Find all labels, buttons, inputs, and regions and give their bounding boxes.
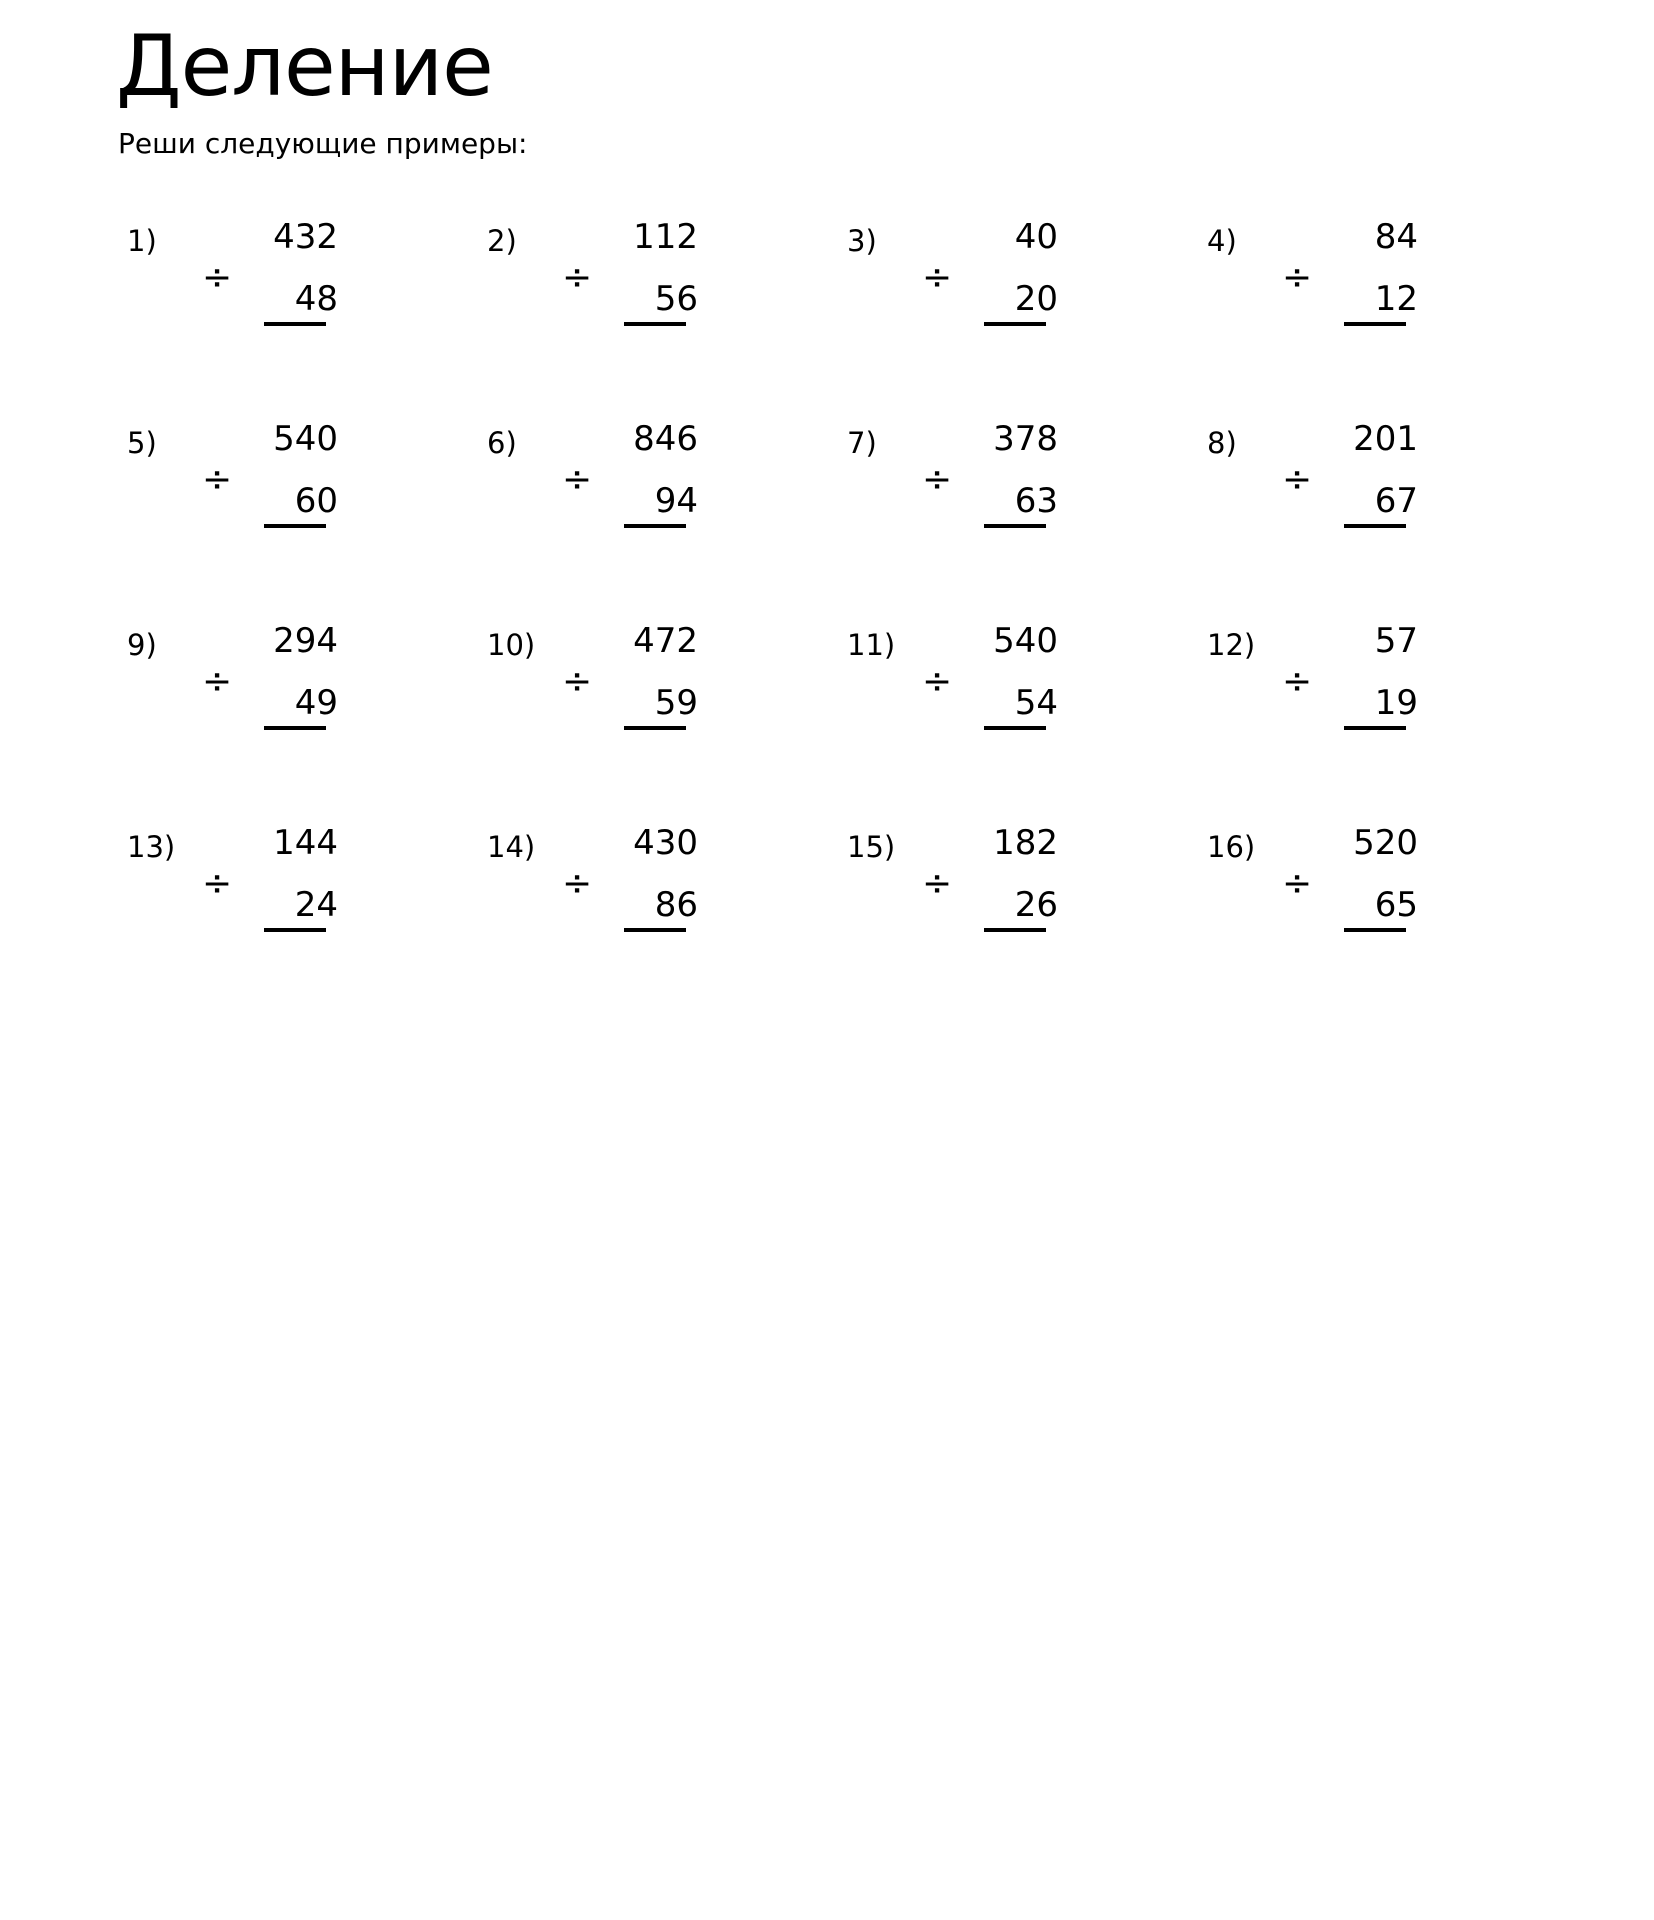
division-sign: ÷ — [202, 459, 233, 500]
dividend: 40 — [1014, 217, 1058, 257]
problem-6 — [478, 408, 798, 548]
answer-line — [1344, 322, 1406, 326]
answer-line — [984, 524, 1046, 528]
divisor: 63 — [1014, 481, 1058, 521]
dividend: 846 — [633, 419, 698, 459]
problem-number: 1) — [127, 224, 157, 258]
problem-number: 14) — [487, 830, 536, 864]
problem-number: 2) — [487, 224, 517, 258]
answer-line — [264, 524, 326, 528]
dividend: 520 — [1353, 823, 1418, 863]
answer-line — [1344, 524, 1406, 528]
answer-line — [1344, 928, 1406, 932]
problem-number: 5) — [127, 426, 157, 460]
division-sign: ÷ — [202, 257, 233, 298]
problem-number: 15) — [847, 830, 896, 864]
divisor: 20 — [1014, 279, 1058, 319]
answer-line — [264, 726, 326, 730]
division-sign: ÷ — [922, 257, 953, 298]
problem-10 — [478, 610, 798, 750]
divisor: 94 — [654, 481, 698, 521]
problem-number: 13) — [127, 830, 176, 864]
problem-11 — [838, 610, 1158, 750]
problem-7 — [838, 408, 1158, 548]
problem-12 — [1198, 610, 1518, 750]
problem-number: 3) — [847, 224, 877, 258]
worksheet-title: Деление — [116, 17, 493, 115]
problem-4 — [1198, 206, 1518, 346]
dividend: 112 — [633, 217, 698, 257]
division-sign: ÷ — [922, 863, 953, 904]
division-sign: ÷ — [562, 257, 593, 298]
dividend: 201 — [1353, 419, 1418, 459]
problem-number: 8) — [1207, 426, 1237, 460]
divisor: 60 — [294, 481, 338, 521]
divisor: 56 — [654, 279, 698, 319]
problem-8 — [1198, 408, 1518, 548]
answer-line — [264, 322, 326, 326]
problem-2 — [478, 206, 798, 346]
division-sign: ÷ — [202, 863, 233, 904]
dividend: 430 — [633, 823, 698, 863]
divisor: 19 — [1374, 683, 1418, 723]
divisor: 86 — [654, 885, 698, 925]
problem-number: 6) — [487, 426, 517, 460]
problem-9 — [118, 610, 438, 750]
dividend: 84 — [1374, 217, 1418, 257]
answer-line — [1344, 726, 1406, 730]
dividend: 294 — [273, 621, 338, 661]
division-sign: ÷ — [1282, 863, 1313, 904]
problem-15 — [838, 812, 1158, 952]
division-sign: ÷ — [1282, 459, 1313, 500]
divisor: 65 — [1374, 885, 1418, 925]
answer-line — [984, 726, 1046, 730]
divisor: 48 — [294, 279, 338, 319]
division-sign: ÷ — [1282, 257, 1313, 298]
problem-number: 12) — [1207, 628, 1256, 662]
divisor: 49 — [294, 683, 338, 723]
problem-number: 16) — [1207, 830, 1256, 864]
dividend: 182 — [993, 823, 1058, 863]
dividend: 432 — [273, 217, 338, 257]
division-sign: ÷ — [562, 459, 593, 500]
problem-1 — [118, 206, 438, 346]
dividend: 57 — [1374, 621, 1418, 661]
divisor: 24 — [294, 885, 338, 925]
answer-line — [624, 928, 686, 932]
problem-14 — [478, 812, 798, 952]
answer-line — [264, 928, 326, 932]
problem-number: 9) — [127, 628, 157, 662]
answer-line — [624, 524, 686, 528]
divisor: 26 — [1014, 885, 1058, 925]
dividend: 472 — [633, 621, 698, 661]
divisor: 67 — [1374, 481, 1418, 521]
problem-13 — [118, 812, 438, 952]
divisor: 59 — [654, 683, 698, 723]
answer-line — [984, 322, 1046, 326]
problem-number: 10) — [487, 628, 536, 662]
answer-line — [624, 322, 686, 326]
divisor: 54 — [1014, 683, 1058, 723]
problem-number: 11) — [847, 628, 896, 662]
problem-number: 7) — [847, 426, 877, 460]
dividend: 144 — [273, 823, 338, 863]
dividend: 540 — [273, 419, 338, 459]
division-sign: ÷ — [562, 661, 593, 702]
problem-number: 4) — [1207, 224, 1237, 258]
problem-16 — [1198, 812, 1518, 952]
division-sign: ÷ — [922, 661, 953, 702]
worksheet-instruction: Реши следующие примеры: — [118, 127, 528, 160]
answer-line — [984, 928, 1046, 932]
answer-line — [624, 726, 686, 730]
division-sign: ÷ — [202, 661, 233, 702]
division-sign: ÷ — [922, 459, 953, 500]
division-sign: ÷ — [562, 863, 593, 904]
dividend: 540 — [993, 621, 1058, 661]
problem-5 — [118, 408, 438, 548]
divisor: 12 — [1374, 279, 1418, 319]
division-sign: ÷ — [1282, 661, 1313, 702]
problem-3 — [838, 206, 1158, 346]
dividend: 378 — [993, 419, 1058, 459]
